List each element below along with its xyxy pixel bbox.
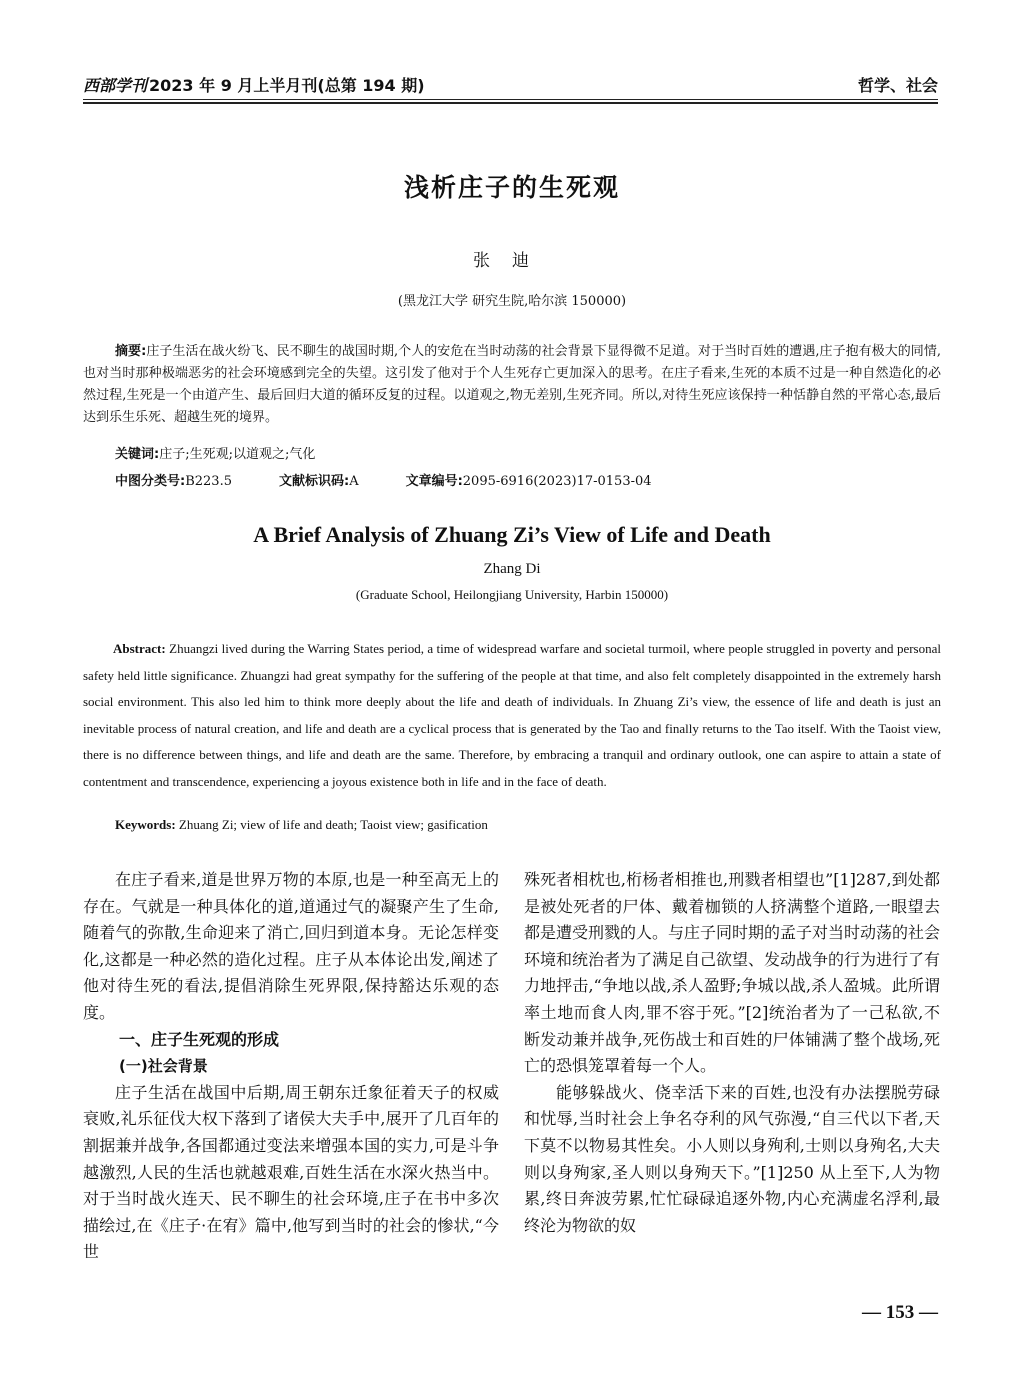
keywords-cn xyxy=(115,443,315,462)
subsection-heading: (一)社会背景 xyxy=(119,1057,208,1076)
classification-line xyxy=(115,470,699,489)
abstract-label-en: Abstract: xyxy=(113,641,166,656)
keywords-label-en: Keywords: xyxy=(115,817,176,832)
author-en: Zhang Di xyxy=(483,561,541,577)
affiliation-en: (Graduate School, Heilongjiang University, Harbin 150000) xyxy=(355,587,669,602)
body-paragraph: 庄子生活在战国中后期,周王朝东迁象征着天子的权威衰败,礼乐征伐大权下落到了诸侯大夫手中,展开了几百年的割据兼并战争,各国都通过变法来增强本国的实力,可是斗争越激烈,人民的生活也就越艰难,百姓生活在水深火热当中。对于当时战火连天、民不聊生的社会环境,庄子在书中多次描绘过,在《庄子·在宥》篇中,他写到当时的社会的惨状,“今世 xyxy=(83,1082,499,1262)
body-paragraph: 能够躲战火、侥幸活下来的百姓,也没有办法摆脱劳碌和忧辱,当时社会上争名夺利的风气弥漫,“自三代以下者,天下莫不以物易其性矣。小人则以身殉利,士则以身殉名,大夫则以身殉家,圣人则以身殉天下。”[1]250 从上至下,人为物累,终日奔波劳累,忙忙碌碌追逐外物,内心充满虚名浮利,最终沦为物欲的奴 xyxy=(524,1082,940,1235)
body-paragraph: 殊死者相枕也,桁杨者相推也,刑戮者相望也”[1]287,到处都是被处死者的尸体、戴着枷锁的人挤满整个道路,一眼望去都是遭受刑戮的人。与庄子同时期的孟子对当时动荡的社会环境和统治者为了满足自己欲望、发动战争的行为进行了有力地抨击,“争地以战,杀人盈野;争城以战,杀人盈城。此所谓率土地而食人肉,罪不容于死。”[2]统治者为了一己私欲,不断发动兼并战争,死伤战士和百姓的尸体铺满了整个战场,死亡的恐惧笼罩着每一个人。 xyxy=(524,870,941,1076)
keywords-label-cn: 关键词: xyxy=(115,447,160,462)
abstract-text-cn: 庄子生活在战火纷飞、民不聊生的战国时期,个人的安危在当时动荡的社会背景下显得微不足道。对于当时百姓的遭遇,庄子抱有极大的同情,也对当时那种极端恶劣的社会环境感到完全的失望。这引发了他对于个人生死存亡更加深入的思考。在庄子看来,生死的本质不过是一种自然造化的必然过程,生死是一个由道产生、最后回归大道的循环反复的过程。以道观之,物无差别,生死齐同。所以,对待生死应该保持一种恬静自然的平常心态,最后达到乐生乐死、超越生死的境界。 xyxy=(83,344,941,425)
body-paragraph: 在庄子看来,道是世界万物的本原,也是一种至高无上的存在。气就是一种具体化的道,道通过气的凝聚产生了生命,随着气的弥散,生命迎来了消亡,回归到道本身。无论怎样变化,这都是一种必然的造化过程。庄子从本体论出发,阐述了他对待生死的看法,提倡消除生死界限,保持豁达乐观的态度。 xyxy=(83,870,499,1022)
journal-logo: 西部学刊 xyxy=(83,76,148,95)
document-code xyxy=(279,470,359,489)
article-title-en: A Brief Analysis of Zhuang Zi’s View of Life and Death xyxy=(253,522,771,547)
running-header xyxy=(83,70,938,96)
article-number-value: 2095-6916(2023)17-0153-04 xyxy=(462,474,652,489)
abstract-cn xyxy=(83,341,941,429)
running-header-left xyxy=(83,73,425,96)
article-title-cn: 浅析庄子的生死观 xyxy=(403,173,620,202)
article-number-label: 文章编号: xyxy=(405,474,463,489)
abstract-en xyxy=(83,636,941,795)
body-column-right xyxy=(524,867,940,1239)
class-number-label: 中图分类号: xyxy=(115,474,186,489)
issue-info: 2023 年 9 月上半月刊(总第 194 期) xyxy=(149,76,425,95)
document-code-value: A xyxy=(349,474,359,489)
keywords-en xyxy=(115,817,488,833)
abstract-label-cn: 摘要: xyxy=(115,344,147,359)
keywords-text-cn: 庄子;生死观;以道观之;气化 xyxy=(159,447,316,462)
header-rule-thick xyxy=(83,102,938,104)
class-number-value: B223.5 xyxy=(185,474,232,489)
abstract-text-en: Zhuangzi lived during the Warring States period, a time of widespread warfare and societal turmoil, where people struggled in poverty and personal safety held little significance. Zhuangzi had great sympathy for the suffering of the people at that time, and also felt completely disappointed in the extremely harsh social environment. This also led him to think more deeply about the life and death of individuals. In Zhuang Zi’s view, the essence of life and death is just an inevitable process of natural creation, and life and death are a cyclical process that is generated by the Tao and finally returns to the Tao itself. With the Taoist view, there is no difference between things, and life and death are the same. Therefore, by embracing a tranquil and ordinary outlook, one can aspire to attain a state of contentment and transcendence, experiencing a joyous existence both in life and in the face of death. xyxy=(83,641,941,789)
affiliation-cn: (黑龙江大学 研究生院,哈尔滨 150000) xyxy=(397,294,627,309)
article-number xyxy=(406,470,652,489)
document-code-label: 文献标识码: xyxy=(278,474,350,489)
keywords-text-en: Zhuang Zi; view of life and death; Taoist view; gasification xyxy=(178,817,488,832)
body-column-left xyxy=(83,867,499,1266)
section-name: 哲学、社会 xyxy=(857,76,938,95)
class-number xyxy=(115,470,232,489)
section-heading: 一、庄子生死观的形成 xyxy=(119,1029,280,1049)
page-number: — 153 — xyxy=(862,1302,938,1323)
author-cn: 张迪 xyxy=(473,251,551,271)
header-rule-thin xyxy=(83,99,938,100)
